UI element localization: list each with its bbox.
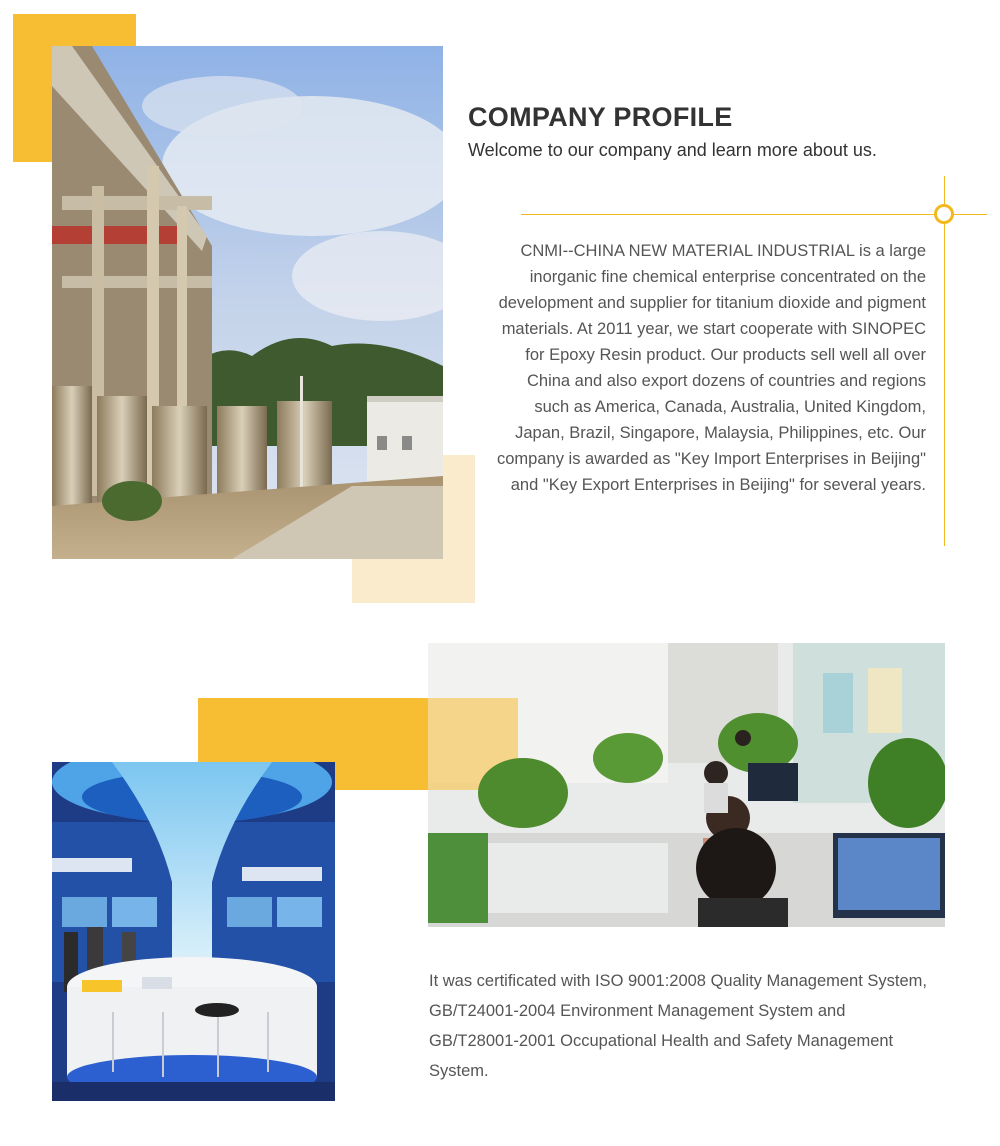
factory-photo [52, 46, 443, 559]
certification-text: It was certificated with ISO 9001:2008 Quality Management System, GB/T24001-2004 Environment Management System and GB/T28001-2001 Occupational Health and Safety Management System. [429, 972, 927, 1080]
page-subtitle: Welcome to our company and learn more about us. [468, 140, 877, 160]
page-title: COMPANY PROFILE [468, 102, 733, 132]
decorative-circle-icon [934, 204, 954, 224]
decorative-horizontal-line [521, 214, 987, 215]
office-photo [428, 643, 945, 927]
decorative-vertical-line [944, 176, 945, 546]
exhibition-hall-photo [52, 762, 335, 1101]
company-introduction: CNMI--CHINA NEW MATERIAL INDUSTRIAL is a large inorganic fine chemical enterprise concentrated on the development and supplier for titanium dioxide and pigment materials. At 2011 year, we start cooperate with SINOPEC for Epoxy Resin product. Our products sell well all over China and also export dozens of countries and regions such as America, Canada, Australia, United Kingdom, Japan, Brazil, Singapore, Malaysia, Philippines, etc. Our company is awarded as "Key Import Enterprises in Beijing" and "Key Export Enterprises in Beijing" for several years. [497, 242, 926, 494]
